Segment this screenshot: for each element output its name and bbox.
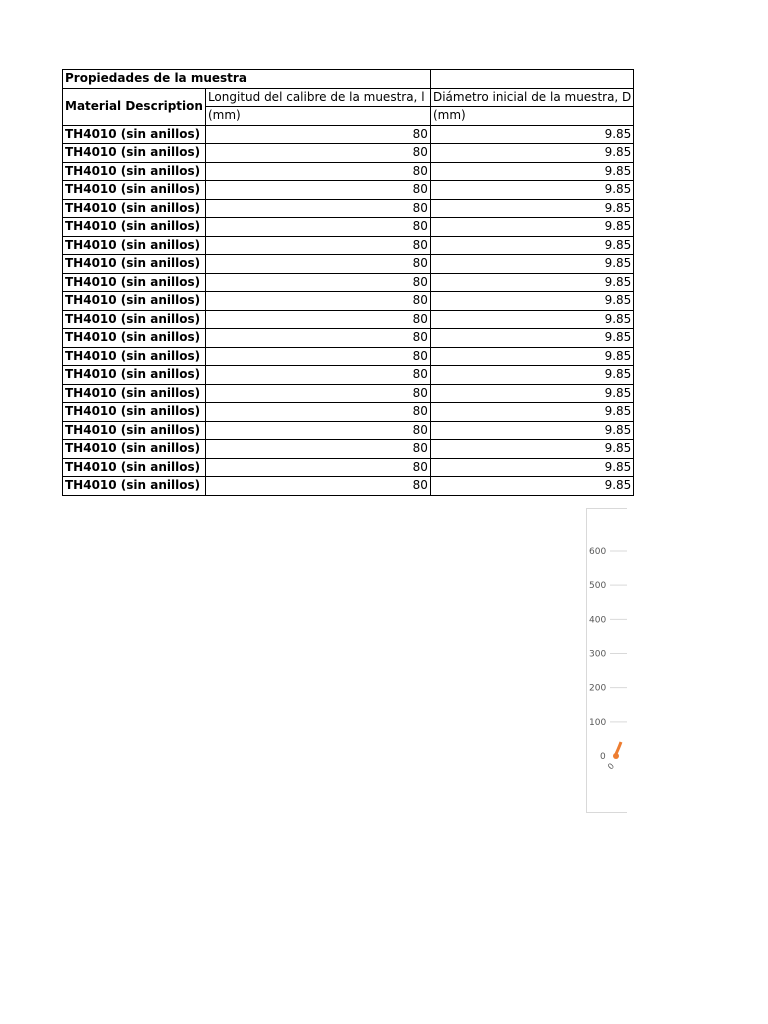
material-cell[interactable]: TH4010 (sin anillos) <box>63 236 206 255</box>
initial-diameter-cell[interactable]: 9.85 <box>430 440 633 459</box>
gauge-length-cell[interactable]: 80 <box>205 458 430 477</box>
gauge-length-cell[interactable]: 80 <box>205 255 430 274</box>
chart-area[interactable] <box>586 508 627 813</box>
gauge-length-cell[interactable]: 80 <box>205 236 430 255</box>
table-row <box>63 347 634 366</box>
initial-diameter-cell[interactable]: 9.85 <box>430 181 633 200</box>
material-cell[interactable]: TH4010 (sin anillos) <box>63 273 206 292</box>
gauge-length-cell[interactable]: 80 <box>205 181 430 200</box>
table-row <box>63 181 634 200</box>
material-cell[interactable]: TH4010 (sin anillos) <box>63 458 206 477</box>
material-cell[interactable]: TH4010 (sin anillos) <box>63 477 206 496</box>
table-row <box>63 144 634 163</box>
initial-diameter-cell[interactable]: 9.85 <box>430 273 633 292</box>
sample-properties-table <box>62 69 634 496</box>
gauge-length-cell[interactable]: 80 <box>205 292 430 311</box>
gauge-length-cell[interactable]: 80 <box>205 421 430 440</box>
gauge-length-cell[interactable]: 80 <box>205 162 430 181</box>
table-row <box>63 255 634 274</box>
table-row <box>63 403 634 422</box>
y-tick-label: 500 <box>589 581 607 592</box>
table-row <box>63 236 634 255</box>
gauge-length-header[interactable]: Longitud del calibre de la muestra, l <box>205 88 430 107</box>
initial-diameter-cell[interactable]: 9.85 <box>430 218 633 237</box>
gauge-length-cell[interactable]: 80 <box>205 218 430 237</box>
material-cell[interactable]: TH4010 (sin anillos) <box>63 181 206 200</box>
gauge-length-cell[interactable]: 80 <box>205 347 430 366</box>
material-cell[interactable]: TH4010 (sin anillos) <box>63 440 206 459</box>
header-row <box>63 88 634 107</box>
table-row <box>63 199 634 218</box>
chart-svg <box>587 509 627 812</box>
material-cell[interactable]: TH4010 (sin anillos) <box>63 125 206 144</box>
initial-diameter-cell[interactable]: 9.85 <box>430 310 633 329</box>
y-tick-label: 200 <box>589 683 607 694</box>
table-row <box>63 310 634 329</box>
material-cell[interactable]: TH4010 (sin anillos) <box>63 162 206 181</box>
x-tick-label: 0 <box>606 761 617 772</box>
initial-diameter-cell[interactable]: 9.85 <box>430 162 633 181</box>
gauge-length-cell[interactable]: 80 <box>205 477 430 496</box>
material-cell[interactable]: TH4010 (sin anillos) <box>63 403 206 422</box>
initial-diameter-cell[interactable]: 9.85 <box>430 255 633 274</box>
gauge-length-cell[interactable]: 80 <box>205 329 430 348</box>
initial-diameter-cell[interactable]: 9.85 <box>430 384 633 403</box>
initial-diameter-cell[interactable]: 9.85 <box>430 477 633 496</box>
y-tick-label: 600 <box>589 547 607 557</box>
material-cell[interactable]: TH4010 (sin anillos) <box>63 144 206 163</box>
y-tick-label: 0 <box>600 752 606 762</box>
table-row <box>63 366 634 385</box>
table-row <box>63 458 634 477</box>
material-cell[interactable]: TH4010 (sin anillos) <box>63 384 206 403</box>
series-point <box>613 753 619 759</box>
table-row <box>63 384 634 403</box>
gauge-length-cell[interactable]: 80 <box>205 440 430 459</box>
initial-diameter-cell[interactable]: 9.85 <box>430 144 633 163</box>
table-row <box>63 125 634 144</box>
initial-diameter-cell[interactable]: 9.85 <box>430 125 633 144</box>
material-description-header[interactable]: Material Description <box>63 88 206 125</box>
table-row <box>63 273 634 292</box>
material-cell[interactable]: TH4010 (sin anillos) <box>63 292 206 311</box>
material-cell[interactable]: TH4010 (sin anillos) <box>63 366 206 385</box>
initial-diameter-cell[interactable]: 9.85 <box>430 347 633 366</box>
material-cell[interactable]: TH4010 (sin anillos) <box>63 347 206 366</box>
material-cell[interactable]: TH4010 (sin anillos) <box>63 310 206 329</box>
initial-diameter-header[interactable]: Diámetro inicial de la muestra, D <box>430 88 633 107</box>
initial-diameter-cell[interactable]: 9.85 <box>430 329 633 348</box>
initial-diameter-cell[interactable]: 9.85 <box>430 236 633 255</box>
empty-header-cell[interactable] <box>430 70 633 89</box>
y-tick-label: 100 <box>589 717 607 728</box>
material-cell[interactable]: TH4010 (sin anillos) <box>63 218 206 237</box>
y-tick-label: 400 <box>589 615 607 626</box>
material-cell[interactable]: TH4010 (sin anillos) <box>63 329 206 348</box>
table-row <box>63 329 634 348</box>
initial-diameter-cell[interactable]: 9.85 <box>430 458 633 477</box>
material-cell[interactable]: TH4010 (sin anillos) <box>63 199 206 218</box>
material-cell[interactable]: TH4010 (sin anillos) <box>63 421 206 440</box>
initial-diameter-cell[interactable]: 9.85 <box>430 403 633 422</box>
initial-diameter-unit[interactable]: (mm) <box>430 107 633 126</box>
initial-diameter-cell[interactable]: 9.85 <box>430 421 633 440</box>
table-row <box>63 218 634 237</box>
gauge-length-cell[interactable]: 80 <box>205 273 430 292</box>
table-row <box>63 162 634 181</box>
initial-diameter-cell[interactable]: 9.85 <box>430 366 633 385</box>
table-row <box>63 477 634 496</box>
table-title[interactable]: Propiedades de la muestra <box>63 70 431 89</box>
title-row <box>63 70 634 89</box>
initial-diameter-cell[interactable]: 9.85 <box>430 292 633 311</box>
gauge-length-cell[interactable]: 80 <box>205 144 430 163</box>
gauge-length-cell[interactable]: 80 <box>205 366 430 385</box>
table-row <box>63 440 634 459</box>
initial-diameter-cell[interactable]: 9.85 <box>430 199 633 218</box>
material-cell[interactable]: TH4010 (sin anillos) <box>63 255 206 274</box>
table-row <box>63 292 634 311</box>
gauge-length-cell[interactable]: 80 <box>205 384 430 403</box>
gauge-length-unit[interactable]: (mm) <box>205 107 430 126</box>
y-tick-label: 300 <box>589 649 607 660</box>
gauge-length-cell[interactable]: 80 <box>205 199 430 218</box>
gauge-length-cell[interactable]: 80 <box>205 403 430 422</box>
gauge-length-cell[interactable]: 80 <box>205 310 430 329</box>
gauge-length-cell[interactable]: 80 <box>205 125 430 144</box>
table-row <box>63 421 634 440</box>
